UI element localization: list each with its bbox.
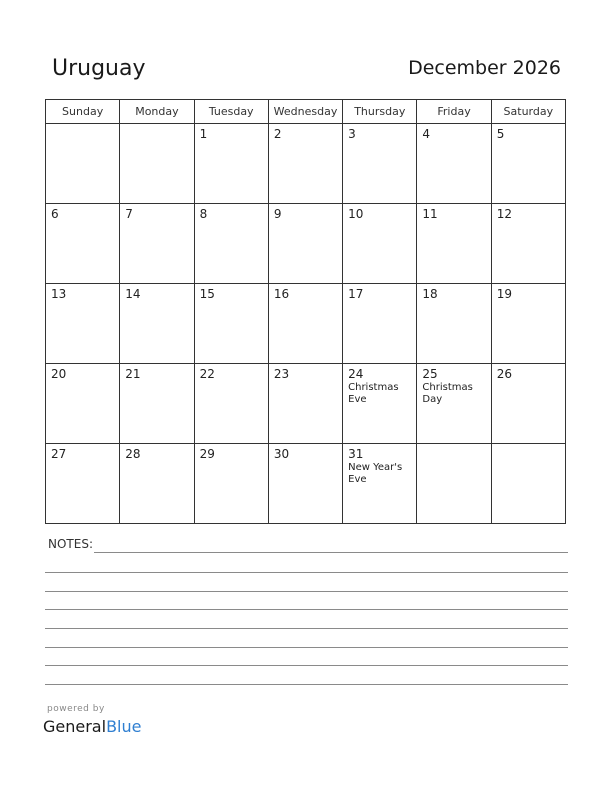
day-cell [417, 284, 491, 364]
day-cell [417, 204, 491, 284]
day-number: 27 [51, 447, 67, 461]
day-cell [120, 364, 194, 444]
day-number: 5 [496, 127, 505, 141]
day-cell [46, 364, 120, 444]
day-number: 24 [348, 367, 364, 381]
day-cell [343, 124, 417, 204]
holiday-label: New Year's Eve [348, 462, 403, 485]
week-row [46, 204, 566, 284]
day-cell [491, 364, 565, 444]
powered-by-text: powered by [47, 704, 105, 714]
day-number: 26 [496, 367, 512, 381]
day-number: 29 [199, 447, 215, 461]
day-cell [194, 204, 268, 284]
day-cell [120, 444, 194, 524]
weekday-header: Saturday [491, 100, 565, 124]
day-cell [46, 204, 120, 284]
day-cell [417, 444, 491, 524]
weekday-header: Monday [120, 100, 194, 124]
weekday-header: Friday [417, 100, 491, 124]
day-number: 22 [199, 367, 215, 381]
day-cell [46, 444, 120, 524]
day-cell [343, 284, 417, 364]
day-cell [491, 204, 565, 284]
day-number: 17 [348, 287, 364, 301]
day-number: 21 [125, 367, 141, 381]
day-number: 30 [273, 447, 290, 461]
day-number: 10 [348, 207, 364, 221]
day-number: 9 [273, 207, 282, 221]
day-number: 6 [51, 207, 59, 221]
notes-label: NOTES: [48, 537, 93, 551]
day-number: 7 [125, 207, 133, 221]
day-number: 31 [348, 447, 364, 461]
day-number: 25 [422, 367, 438, 381]
day-cell [46, 124, 120, 204]
weekday-header: Sunday [46, 100, 120, 124]
week-row [46, 444, 566, 524]
note-line [45, 591, 568, 592]
holiday-label: Christmas Eve [348, 382, 399, 405]
brand-blue-text: Blue [106, 717, 142, 736]
day-cell [417, 364, 491, 444]
day-cell [120, 204, 194, 284]
day-number: 18 [422, 287, 438, 301]
day-cell [46, 284, 120, 364]
day-cell [343, 204, 417, 284]
day-number: 20 [51, 367, 67, 381]
day-cell [120, 284, 194, 364]
note-line [45, 572, 568, 573]
day-cell [194, 444, 268, 524]
note-line [45, 609, 568, 610]
day-number: 23 [273, 367, 290, 381]
day-cell [417, 124, 491, 204]
day-number: 15 [199, 287, 215, 301]
month-year-title: December 2026 [408, 57, 561, 79]
day-number: 28 [125, 447, 141, 461]
weekday-header: Thursday [343, 100, 417, 124]
day-cell [491, 284, 565, 364]
weekday-header: Tuesday [194, 100, 268, 124]
note-line [45, 665, 568, 666]
day-cell [120, 124, 194, 204]
day-number: 3 [348, 127, 356, 141]
calendar-grid [45, 99, 566, 524]
day-number: 11 [422, 207, 438, 221]
note-line [45, 647, 568, 648]
day-cell [491, 124, 565, 204]
day-number: 13 [51, 287, 67, 301]
note-line [45, 628, 568, 629]
note-line [94, 552, 568, 553]
day-number: 8 [199, 207, 208, 221]
weekday-header-row [46, 100, 566, 124]
week-row [46, 364, 566, 444]
day-cell [491, 444, 565, 524]
day-number: 1 [199, 127, 208, 141]
brand-logo [43, 717, 141, 736]
day-cell [268, 124, 342, 204]
country-title: Uruguay [52, 56, 146, 81]
day-number: 16 [273, 287, 290, 301]
day-cell [343, 364, 417, 444]
day-cell [194, 364, 268, 444]
day-cell [268, 364, 342, 444]
day-cell [268, 444, 342, 524]
day-cell [268, 204, 342, 284]
brand-general-text: General [43, 717, 107, 736]
holiday-label: Christmas Day [422, 382, 473, 405]
day-number: 19 [496, 287, 512, 301]
day-cell [268, 284, 342, 364]
day-number: 12 [496, 207, 512, 221]
week-row [46, 284, 566, 364]
day-cell [194, 284, 268, 364]
note-line [45, 684, 568, 685]
day-number: 14 [125, 287, 141, 301]
weekday-header: Wednesday [268, 100, 342, 124]
day-number: 4 [422, 127, 431, 141]
day-cell [343, 444, 417, 524]
day-cell [194, 124, 268, 204]
week-row [46, 124, 566, 204]
day-number: 2 [273, 127, 282, 141]
